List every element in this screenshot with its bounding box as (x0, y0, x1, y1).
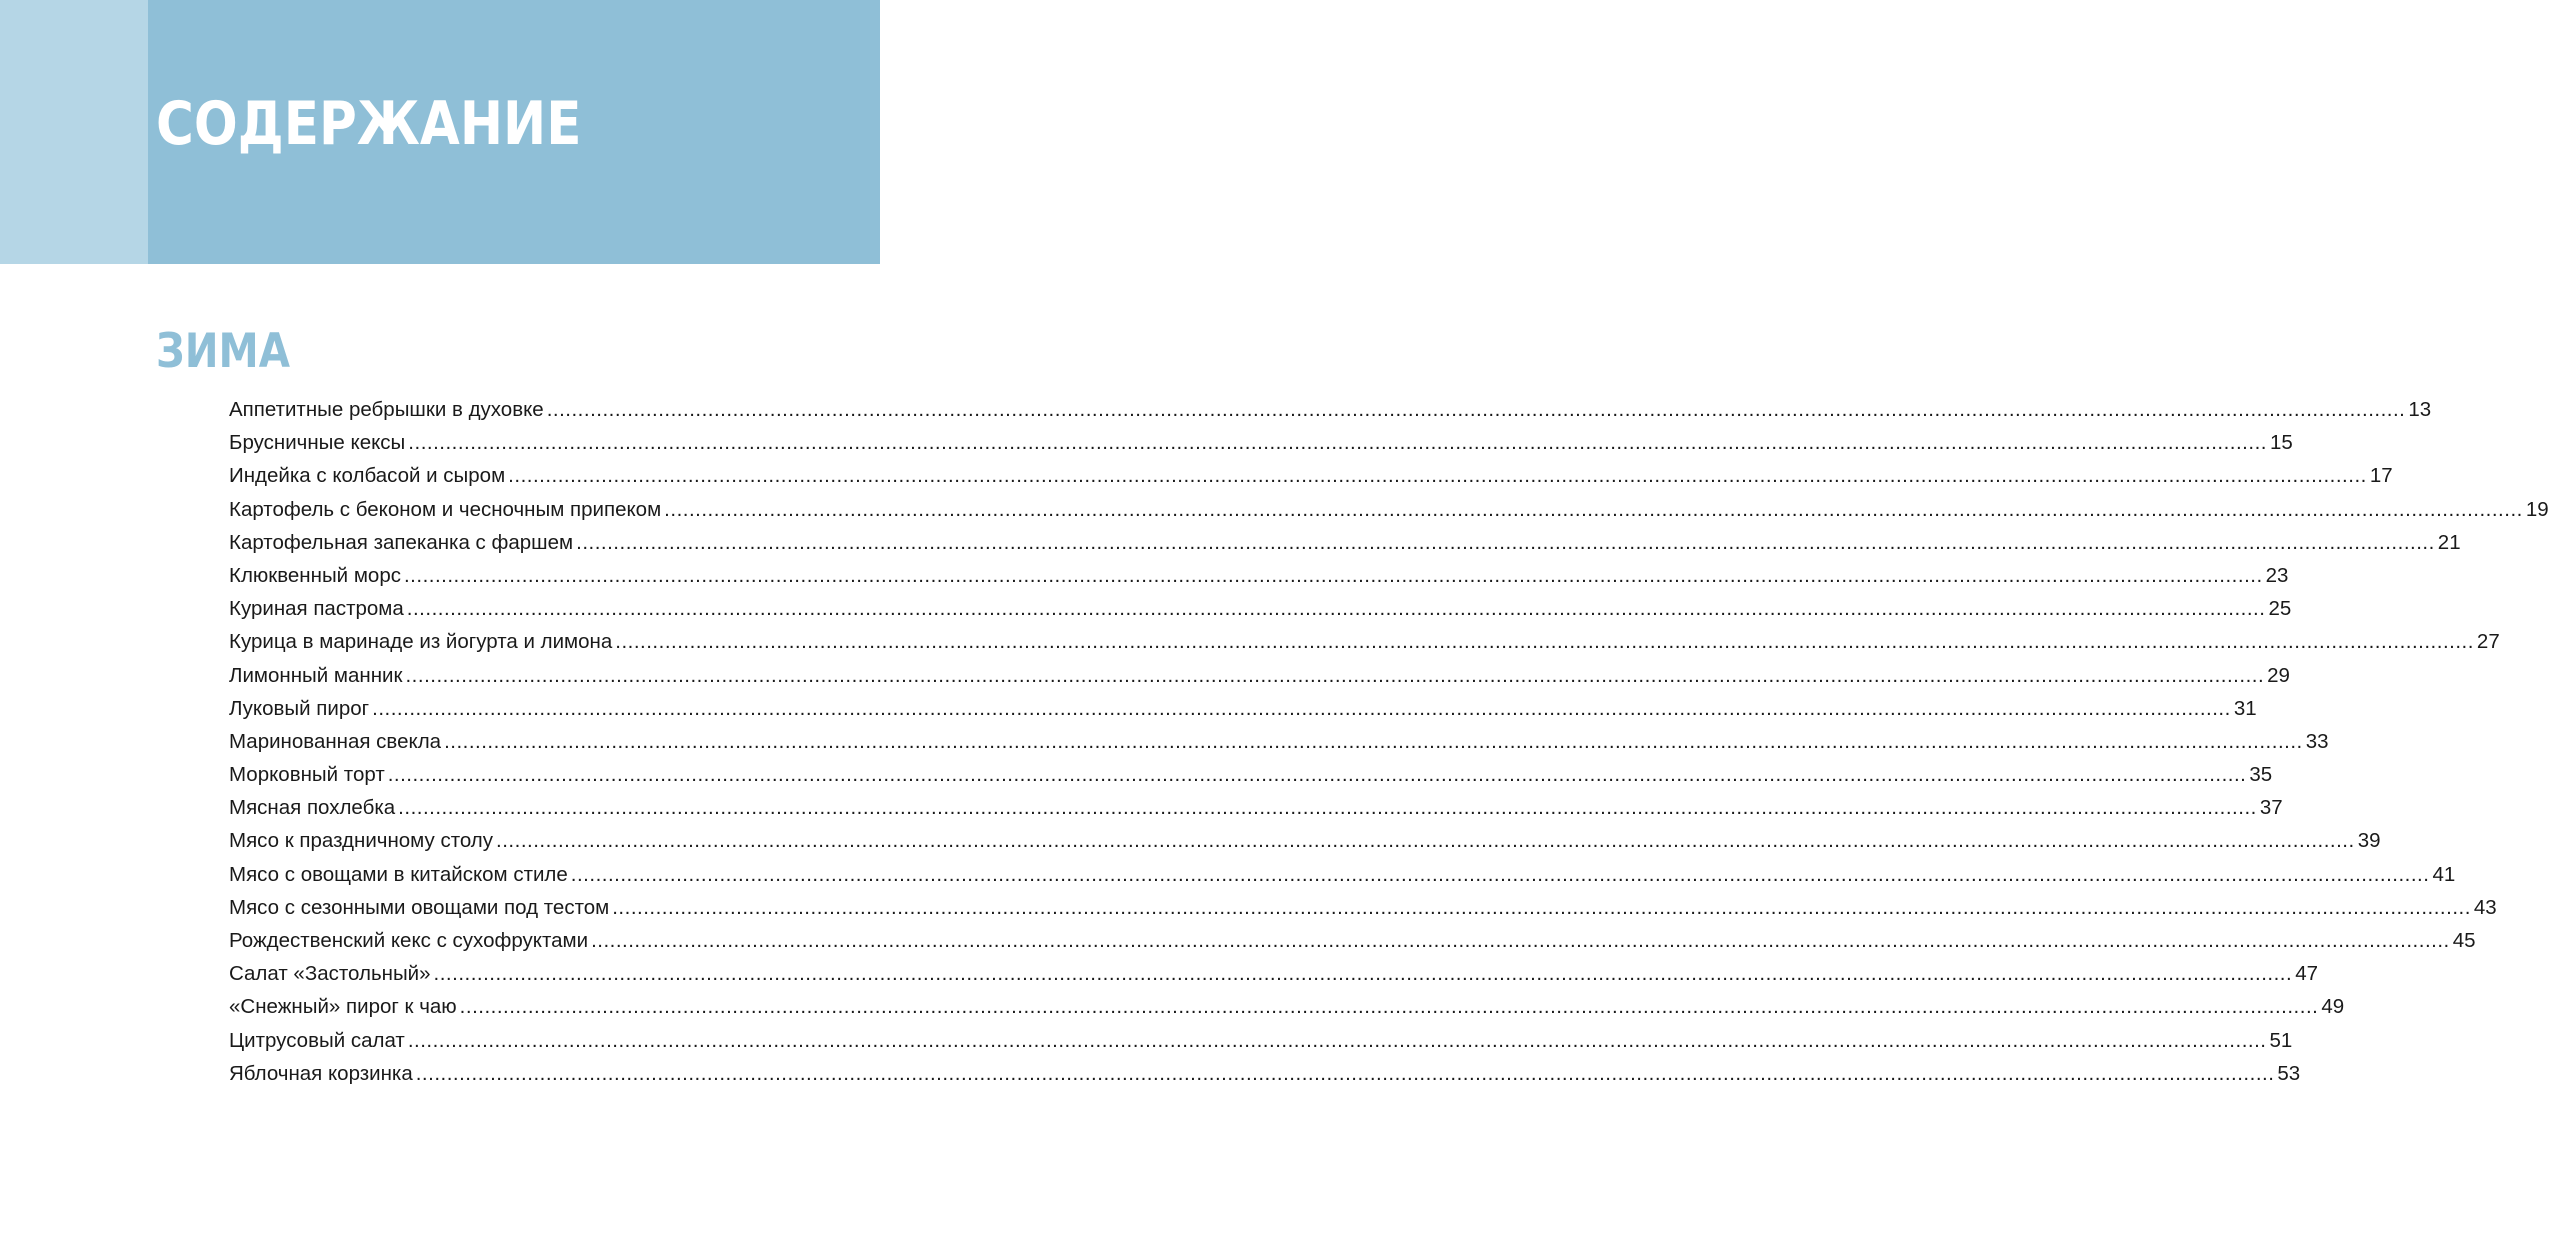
toc-entry (229, 824, 2381, 857)
toc-entry (229, 393, 2432, 426)
toc-entry (229, 592, 2292, 625)
toc-entry-page-number: 31 (2233, 696, 2257, 720)
dot-leader: ............................................................................................................................................................................................................................................................................................................ (496, 829, 2355, 853)
toc-entry (229, 659, 2290, 692)
toc-entry-title: Цитрусовый салат (229, 1028, 405, 1052)
toc-entry-page-number: 35 (2249, 763, 2273, 787)
dot-leader: ............................................................................................................................................................................................................................................................................................................ (398, 796, 2257, 820)
toc-entry-title: Яблочная корзинка (229, 1061, 413, 1085)
toc-entry-page-number: 37 (2259, 796, 2283, 820)
toc-entry-page-number: 17 (2369, 464, 2393, 488)
toc-entry-page-number: 29 (2267, 663, 2290, 687)
toc-entry (229, 891, 2497, 924)
toc-entry-title: Картофель с беконом и чесночным припеком (229, 497, 662, 521)
toc-entry-page-number: 43 (2473, 895, 2497, 919)
toc-entry-title: Салат «Застольный» (229, 962, 431, 986)
dot-leader: ............................................................................................................................................................................................................................................................................................................ (615, 630, 2474, 654)
toc-entry-page-number: 53 (2277, 1061, 2301, 1085)
toc-entry (229, 559, 2289, 592)
toc-entry-page-number: 25 (2268, 597, 2292, 621)
dot-leader: ............................................................................................................................................................................................................................................................................................................ (372, 696, 2231, 720)
toc-entry-page-number: 51 (2269, 1028, 2293, 1052)
toc-entry (229, 758, 2273, 791)
dot-leader: ............................................................................................................................................................................................................................................................................................................ (508, 464, 2367, 488)
toc-entry-page-number: 39 (2357, 829, 2381, 853)
toc-entry-page-number: 19 (2525, 497, 2549, 521)
dot-leader: ............................................................................................................................................................................................................................................................................................................ (664, 497, 2523, 521)
toc-entry-title: Лимонный манник (229, 663, 403, 687)
dot-leader: ............................................................................................................................................................................................................................................................................................................ (407, 1028, 2267, 1052)
toc-entry-page-number: 49 (2321, 995, 2345, 1019)
toc-entry (229, 459, 2393, 492)
toc-entry (229, 493, 2549, 526)
toc-entry (229, 692, 2257, 725)
toc-entry-title: Куриная пастрома (229, 597, 404, 621)
dot-leader: ............................................................................................................................................................................................................................................................................................................ (576, 530, 2435, 554)
dot-leader: ............................................................................................................................................................................................................................................................................................................ (408, 431, 2267, 455)
toc-entry-title: «Снежный» пирог к чаю (229, 995, 457, 1019)
toc-entry-title: Мясо к праздничному столу (229, 829, 494, 853)
dot-leader: ............................................................................................................................................................................................................................................................................................................ (387, 763, 2247, 787)
toc-entry-title: Брусничные кексы (229, 431, 406, 455)
toc-entry-page-number: 21 (2437, 530, 2461, 554)
dot-leader: ............................................................................................................................................................................................................................................................................................................ (546, 398, 2406, 421)
toc-entry-title: Курица в маринаде из йогурта и лимона (229, 630, 613, 654)
page-title: СОДЕРЖАНИЕ (156, 89, 582, 159)
toc-entry-page-number: 27 (2476, 630, 2500, 654)
dot-leader: ............................................................................................................................................................................................................................................................................................................ (612, 895, 2471, 919)
toc-entry (229, 625, 2500, 658)
header-side-band (0, 0, 148, 264)
table-of-contents (229, 393, 2549, 1090)
dot-leader: ............................................................................................................................................................................................................................................................................................................ (405, 663, 2265, 687)
dot-leader: ............................................................................................................................................................................................................................................................................................................ (459, 995, 2319, 1019)
section-title-winter: ЗИМА (156, 324, 291, 379)
toc-entry (229, 924, 2476, 957)
toc-entry (229, 791, 2283, 824)
toc-entry (229, 1024, 2293, 1057)
toc-entry-title: Аппетитные ребрышки в духовке (229, 398, 544, 421)
toc-entry (229, 426, 2293, 459)
dot-leader: ............................................................................................................................................................................................................................................................................................................ (570, 862, 2430, 886)
toc-entry-title: Морковный торт (229, 763, 385, 787)
toc-entry-page-number: 47 (2295, 962, 2319, 986)
toc-entry-page-number: 15 (2269, 431, 2293, 455)
toc-entry-title: Индейка с колбасой и сыром (229, 464, 506, 488)
toc-entry-title: Рождественский кекс с сухофруктами (229, 929, 589, 952)
toc-entry (229, 858, 2456, 891)
toc-entry-title: Мясо с сезонными овощами под тестом (229, 895, 610, 919)
toc-entry-title: Картофельная запеканка с фаршем (229, 530, 574, 554)
dot-leader: ............................................................................................................................................................................................................................................................................................................ (444, 729, 2303, 753)
toc-entry-title: Мясная похлебка (229, 796, 396, 820)
toc-entry (229, 725, 2329, 758)
toc-entry-page-number: 33 (2305, 729, 2329, 753)
toc-entry-page-number: 23 (2265, 563, 2289, 587)
toc-entry-page-number: 13 (2408, 398, 2432, 421)
toc-entry (229, 1057, 2301, 1090)
toc-entry-title: Клюквенный морс (229, 563, 401, 587)
dot-leader: ............................................................................................................................................................................................................................................................................................................ (591, 929, 2450, 952)
toc-entry-page-number: 41 (2432, 862, 2456, 886)
toc-entry-title: Маринованная свекла (229, 729, 442, 753)
toc-entry-page-number: 45 (2452, 929, 2476, 952)
toc-entry-title: Луковый пирог (229, 696, 370, 720)
dot-leader: ............................................................................................................................................................................................................................................................................................................ (406, 597, 2266, 621)
dot-leader: ............................................................................................................................................................................................................................................................................................................ (415, 1061, 2275, 1085)
toc-entry-title: Мясо с овощами в китайском стиле (229, 862, 568, 886)
dot-leader: ............................................................................................................................................................................................................................................................................................................ (433, 962, 2293, 986)
toc-entry (229, 990, 2345, 1023)
toc-entry (229, 526, 2461, 559)
dot-leader: ............................................................................................................................................................................................................................................................................................................ (403, 563, 2263, 587)
toc-entry (229, 957, 2319, 990)
